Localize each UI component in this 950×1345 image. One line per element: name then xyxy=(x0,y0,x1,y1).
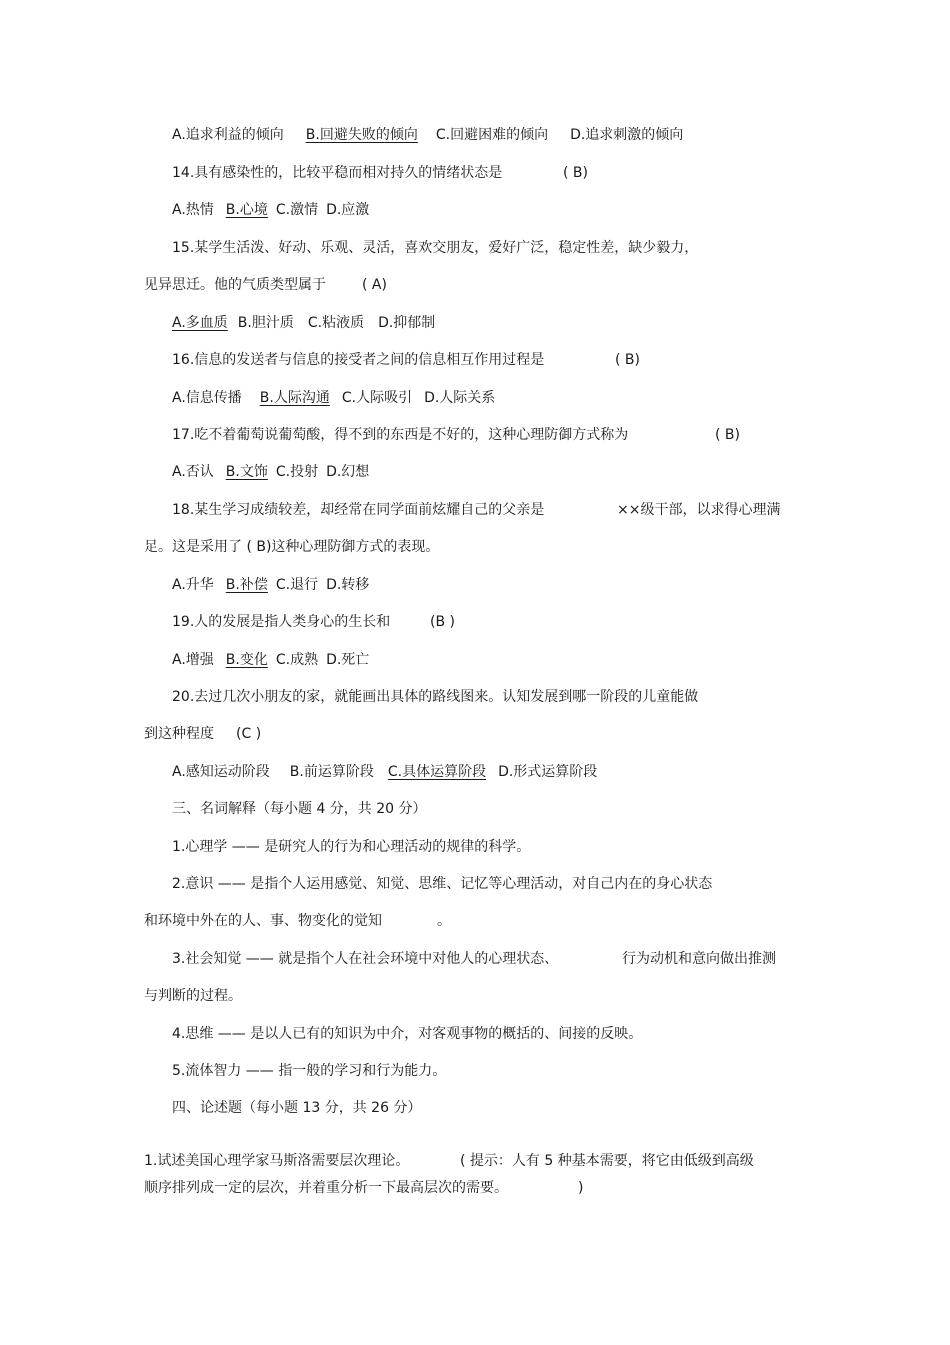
q14-options xyxy=(172,201,369,219)
q16-answer: ( B) xyxy=(615,352,640,368)
q19-option-d: D.死亡 xyxy=(326,652,370,668)
term-3-social-perception-line1b: 行为动机和意向做出推测 xyxy=(622,951,776,967)
term-2-consciousness-line1: 2.意识 —— 是指个人运用感觉、知觉、思维、记忆等心理活动，对自己内在的身心状态 xyxy=(172,876,713,892)
q18-options xyxy=(172,576,369,594)
q15-stem-line2: 见异思迁。他的气质类型属于 xyxy=(144,277,326,293)
q13-option-a: A.追求利益的倾向 xyxy=(172,127,284,143)
q14-stem: 14.具有感染性的，比较平稳而相对持久的情绪状态是 xyxy=(172,165,503,181)
q18-option-c: C.退行 xyxy=(275,577,319,593)
q17-stem: 17.吃不着葡萄说葡萄酸，得不到的东西是不好的，这种心理防御方式称为 xyxy=(172,427,629,443)
q18-stem-line1b: ××级干部，以求得心理满 xyxy=(617,502,781,518)
q16-options xyxy=(172,389,495,407)
q17-option-c: C.投射 xyxy=(275,464,319,480)
q18-option-d: D.转移 xyxy=(326,577,370,593)
essay-1-hint-line2: 顺序排列成一定的层次，并着重分析一下最高层次的需要。 xyxy=(144,1180,508,1196)
q16-option-c: C.人际吸引 xyxy=(341,390,413,406)
q19-option-c: C.成熟 xyxy=(275,652,319,668)
q20-stem-line1: 20.去过几次小朋友的家，就能画出具体的路线图来。认知发展到哪一阶段的儿童能做 xyxy=(172,689,699,705)
q14-option-c: C.激情 xyxy=(275,202,319,218)
q15-option-d: D.抑郁制 xyxy=(378,315,436,331)
q13-option-c: C.回避困难的倾向 xyxy=(435,127,549,143)
q13-options xyxy=(172,126,683,144)
q14-option-b-answer: B.心境 xyxy=(225,202,268,218)
q16-option-d: D.人际关系 xyxy=(424,390,496,406)
q15-option-c: C.粘液质 xyxy=(307,315,365,331)
q19-stem: 19.人的发展是指人类身心的生长和 xyxy=(172,614,391,630)
q15-stem-line1: 15.某学生活泼、好动、乐观、灵活，喜欢交朋友，爱好广泛，稳定性差，缺少毅力， xyxy=(172,240,699,256)
term-2-consciousness-line2: 和环境中外在的人、事、物变化的觉知 xyxy=(144,913,382,929)
q20-stem-line2: 到这种程度 xyxy=(144,726,214,742)
q19-option-b-answer: B.变化 xyxy=(225,652,268,668)
section4-heading: 四、论述题（每小题 13 分，共 26 分） xyxy=(172,1100,422,1116)
essay-1-hint-close: ) xyxy=(578,1180,584,1196)
q17-option-b-answer: B.文饰 xyxy=(225,464,268,480)
term-3-social-perception-line2: 与判断的过程。 xyxy=(144,988,242,1004)
q13-option-b-answer: B.回避失败的倾向 xyxy=(305,127,418,143)
q15-option-a-answer: A.多血质 xyxy=(172,315,228,331)
term-5-fluid-intelligence: 5.流体智力 —— 指一般的学习和行为能力。 xyxy=(172,1063,447,1079)
term-3-social-perception-line1a: 3.社会知觉 —— 就是指个人在社会环境中对他人的心理状态、 xyxy=(172,951,559,967)
q16-option-a: A.信息传播 xyxy=(172,390,242,406)
q19-options xyxy=(172,651,369,669)
q20-option-b: B.前运算阶段 xyxy=(289,764,374,780)
q18-stem-line1a: 18.某生学习成绩较差，却经常在同学面前炫耀自己的父亲是 xyxy=(172,502,545,518)
essay-1-hint-line1: ( 提示：人有 5 种基本需要，将它由低级到高级 xyxy=(460,1153,754,1169)
q16-stem: 16.信息的发送者与信息的接受者之间的信息相互作用过程是 xyxy=(172,352,545,368)
term-1-psychology: 1.心理学 —— 是研究人的行为和心理活动的规律的科学。 xyxy=(172,839,531,855)
essay-1-question: 1.试述美国心理学家马斯洛需要层次理论。 xyxy=(144,1153,410,1169)
q18-option-a: A.升华 xyxy=(172,577,214,593)
q14-answer: ( B) xyxy=(563,165,588,181)
q15-answer: ( A) xyxy=(362,277,387,293)
q18-option-b-answer: B.补偿 xyxy=(225,577,268,593)
q19-answer: (B ) xyxy=(430,614,455,630)
q17-answer: ( B) xyxy=(715,427,740,443)
q14-option-a: A.热情 xyxy=(172,202,214,218)
q20-option-c-answer: C.具体运算阶段 xyxy=(387,764,487,780)
q13-option-d: D.追求刺激的倾向 xyxy=(570,127,684,143)
term-4-thinking: 4.思维 —— 是以人已有的知识为中介，对客观事物的概括的、间接的反映。 xyxy=(172,1026,643,1042)
q17-options xyxy=(172,463,369,481)
q20-option-a: A.感知运动阶段 xyxy=(172,764,270,780)
q15-option-b: B.胆汁质 xyxy=(237,315,294,331)
q20-options xyxy=(172,763,597,781)
q17-option-a: A.否认 xyxy=(172,464,214,480)
q18-stem-line2: 足。这是采用了 ( B)这种心理防御方式的表现。 xyxy=(144,539,440,555)
q20-option-d: D.形式运算阶段 xyxy=(498,764,598,780)
q19-option-a: A.增强 xyxy=(172,652,214,668)
q14-option-d: D.应激 xyxy=(326,202,370,218)
q20-answer: (C ) xyxy=(236,726,262,742)
q16-option-b-answer: B.人际沟通 xyxy=(259,390,330,406)
section3-heading: 三、名词解释（每小题 4 分，共 20 分） xyxy=(172,801,427,817)
q17-option-d: D.幻想 xyxy=(326,464,370,480)
q15-options xyxy=(172,314,435,332)
term-2-period: 。 xyxy=(437,913,451,929)
